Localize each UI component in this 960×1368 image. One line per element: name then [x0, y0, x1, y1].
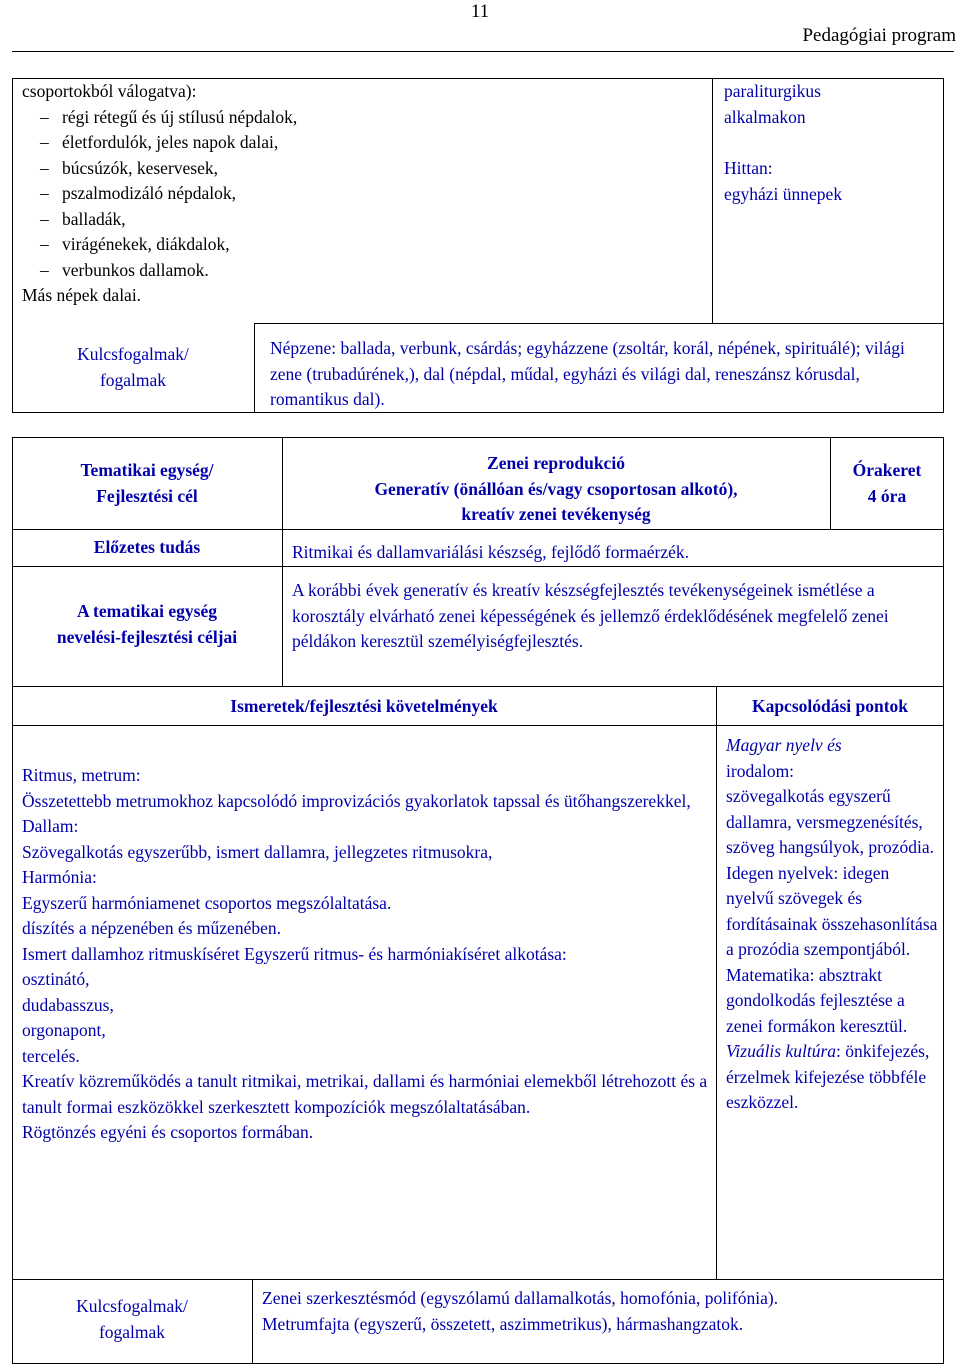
unit-title	[282, 451, 830, 528]
label-line: nevelési-fejlesztési céljai	[56, 626, 238, 647]
requirement-item: Kreatív közreműködés a tanult ritmikai, metrikai, dallami és harmóniai elemekből létrehozott és a tanult formai eszközökkel szerkesztett kompozíciók megszólaltatásában.	[22, 1071, 708, 1117]
requirement-item: osztinátó,	[22, 969, 90, 989]
links-subject: Hittan:	[724, 158, 773, 178]
prior-knowledge-label: Előzetes tudás	[93, 537, 201, 557]
label-line: Fejlesztési cél	[96, 485, 198, 506]
prior-knowledge-text: Ritmikai és dallamvariálási készség, fejlődő formaérzék.	[292, 542, 690, 562]
top-key-concepts-text: Népzene: ballada, verbunk, csárdás; egyházzene (zsoltár, korál, népének, spirituálé); világi zene (trubadúrének,), dal (népdal, műdal, egyházi és világi dal, reneszánsz kórusdal, romantikus dal).	[270, 338, 905, 409]
song-type-list	[22, 105, 702, 284]
link-subject: Magyar nyelv és	[726, 735, 842, 755]
top-table-row-divider	[254, 323, 944, 324]
key-concepts-divider	[252, 1279, 253, 1364]
label-line: Kulcsfogalmak/	[77, 344, 189, 364]
links-line: alkalmakon	[724, 106, 806, 127]
link-subject: Vizuális kultúra	[726, 1041, 837, 1061]
requirement-item: Ritmus, metrum:	[22, 765, 141, 785]
label-line: fogalmak	[98, 1321, 166, 1342]
header-rule	[12, 51, 954, 52]
list-item: – pszalmodizáló népdalok,	[22, 181, 702, 207]
link-text: önkifejezés, érzelmek kifejezése többféle eszközzel.	[726, 1041, 930, 1112]
page-number: 11	[470, 1, 490, 22]
top-table-key-divider	[254, 323, 255, 413]
links-subject-text: egyházi ünnepek	[724, 183, 843, 204]
links-list	[726, 733, 940, 1116]
key-concepts-text	[262, 1286, 942, 1337]
unit-row-divider-2	[12, 566, 944, 567]
link-subject-colon: :	[836, 1041, 841, 1061]
list-item: – virágénekek, diákdalok,	[22, 232, 702, 258]
unit-row-divider-5	[12, 1279, 944, 1280]
requirement-item: orgonapont,	[22, 1020, 106, 1040]
key-concepts-label	[12, 1294, 252, 1345]
key-concepts-line: Zenei szerkesztésmód (egyszólamú dallamalkotás, homofónia, polifónia).	[262, 1288, 779, 1308]
requirement-item: Ismert dallamhoz ritmuskíséret Egyszerű ritmus- és harmóniakíséret alkotása:	[22, 943, 567, 964]
unit-row-divider-3	[12, 686, 944, 687]
requirements-list	[22, 763, 712, 1146]
unit-row-divider-4	[12, 725, 944, 726]
key-concepts-line: Metrumfajta (egyszerű, összetett, aszimmetrikus), hármashangzatok.	[262, 1313, 744, 1334]
links-header: Kapcsolódási pontok	[751, 696, 909, 716]
unit-row-divider-1	[12, 529, 944, 530]
link-text: absztrakt gondolkodás fejlesztése a zenei formákon keresztül.	[726, 964, 908, 1036]
list-item: – verbunkos dallamok.	[22, 258, 702, 284]
top-key-concepts-label	[12, 342, 254, 393]
links-line: paraliturgikus	[724, 81, 821, 101]
hours-label: Órakeret	[852, 460, 922, 480]
goals-text: A korábbi évek generatív és kreatív készségfejlesztés tevékenységeinek ismétlése a korosztály elvárható zenei képességének és jellemző érdeklődésének megfelelő zenei példákon keresztül személyiségfejlesztés.	[292, 580, 889, 651]
list-item: – búcsúzók, keservesek,	[22, 156, 702, 182]
link-entry	[726, 963, 940, 1040]
link-subject: Idegen nyelvek:	[726, 862, 839, 883]
requirement-item: dudabasszus,	[22, 994, 114, 1015]
link-text: idegen nyelvű szövegek és fordításainak összehasonlítása a prozódia szempontjából.	[726, 862, 938, 959]
link-subject: irodalom:	[726, 760, 795, 781]
top-content-list-block	[22, 79, 702, 309]
requirement-item: Dallam:	[22, 816, 79, 836]
intro-text: csoportokból válogatva):	[22, 81, 197, 101]
header-title: Pedagógiai program	[802, 25, 956, 46]
top-table-col-divider	[712, 78, 713, 324]
goals-label	[12, 599, 282, 650]
hours-value: 4 óra	[867, 485, 907, 506]
unit-label	[12, 458, 282, 509]
top-links-block	[724, 79, 939, 207]
label-line: A tematikai egység	[77, 601, 217, 621]
label-line: fogalmak	[99, 369, 167, 390]
requirement-item: tercelés.	[22, 1045, 80, 1066]
req-links-divider	[716, 686, 717, 1279]
hours-box	[830, 458, 944, 509]
requirement-item: Szövegalkotás egyszerűbb, ismert dallamra, jellegzetes ritmusokra,	[22, 841, 493, 862]
label-line: Kulcsfogalmak/	[76, 1296, 188, 1316]
list-item: – régi rétegű és új stílusú népdalok,	[22, 105, 702, 131]
list-item: – balladák,	[22, 207, 702, 233]
title-line: Zenei reprodukció	[487, 453, 625, 473]
link-entry	[726, 1039, 940, 1116]
requirement-item: Rögtönzés egyéni és csoportos formában.	[22, 1122, 314, 1142]
requirement-item: díszítés a népzenében és műzenében.	[22, 918, 281, 938]
title-line: kreatív zenei tevékenység	[461, 504, 651, 524]
link-text: szövegalkotás egyszerű dallamra, versmegzenésítés, szöveg hangsúlyok, prozódia.	[726, 786, 935, 857]
requirements-header: Ismeretek/fejlesztési követelmények	[230, 696, 498, 716]
label-line: Tematikai egység/	[80, 460, 214, 480]
link-subject: Matematika:	[726, 964, 815, 985]
list-item: – életfordulók, jeles napok dalai,	[22, 130, 702, 156]
title-line: Generatív (önállóan és/vagy csoportosan alkotó),	[374, 478, 738, 499]
other-peoples-songs: Más népek dalai.	[22, 285, 142, 305]
link-entry	[726, 861, 940, 963]
requirement-item: Harmónia:	[22, 867, 97, 887]
requirement-item: Összetettebb metrumokhoz kapcsolódó improvizációs gyakorlatok tapssal és ütőhangszerekkel,	[22, 790, 691, 811]
requirement-item: Egyszerű harmóniamenet csoportos megszólaltatása.	[22, 892, 392, 913]
